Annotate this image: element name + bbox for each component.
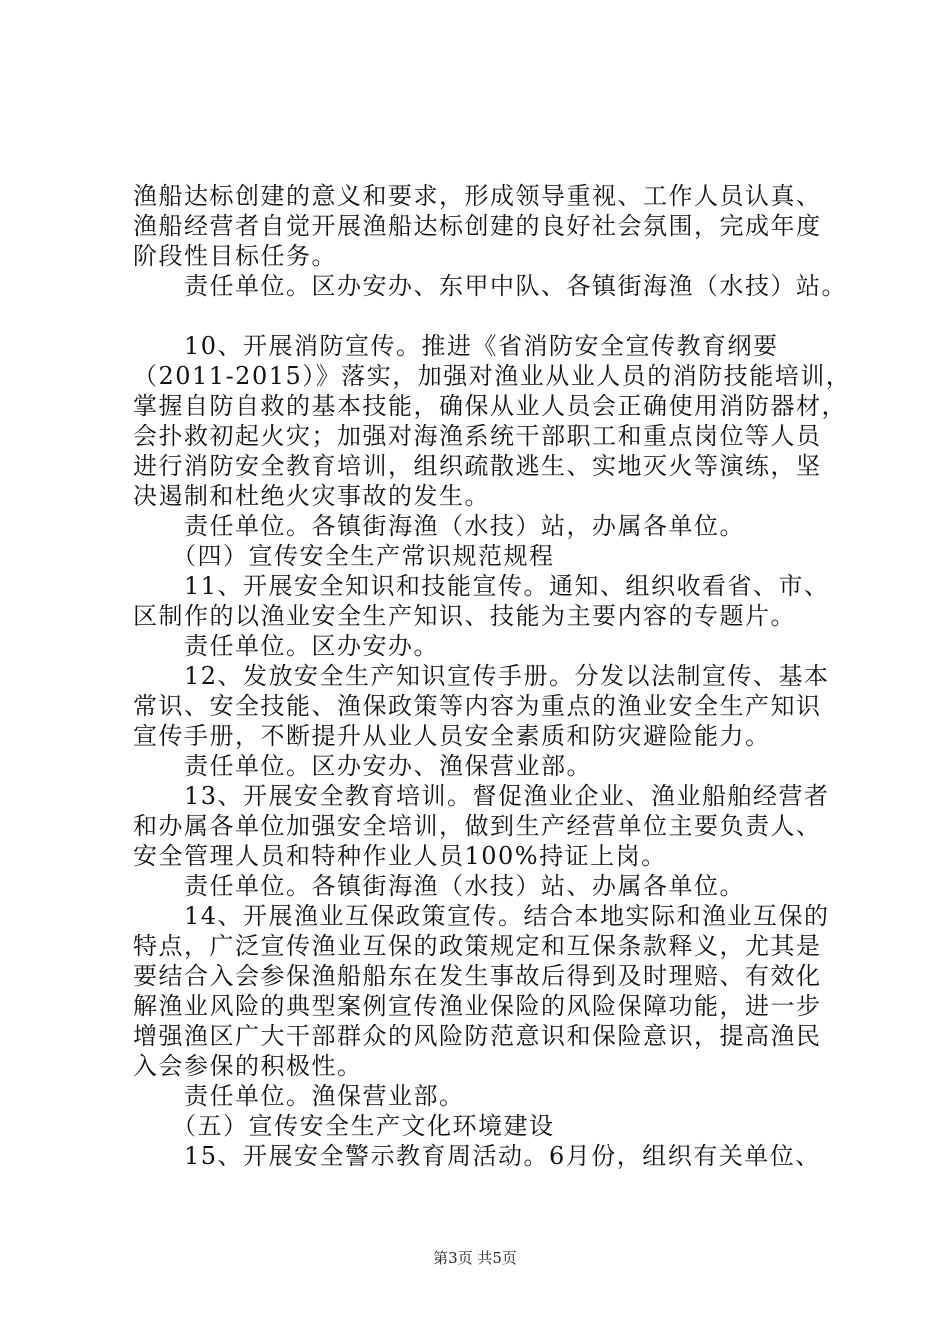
body-line: 阶段性目标任务。 xyxy=(133,242,337,270)
body-line: 特点，广泛宣传渔业互保的政策规定和互保条款释义，尤其是 xyxy=(133,932,822,960)
section-heading: （五）宣传安全生产文化环境建设 xyxy=(133,1112,555,1140)
body-line: 11、开展安全知识和技能宣传。通知、组织收看省、市、 xyxy=(133,572,830,600)
body-line: 常识、安全技能、渔保政策等内容为重点的渔业安全生产知识 xyxy=(133,692,822,720)
page-number-footer: 第3页 共5页 xyxy=(433,1249,517,1267)
body-line: 安全管理人员和特种作业人员100%持证上岗。 xyxy=(133,842,667,870)
body-line: 责任单位。各镇街海渔（水技）站，办属各单位。 xyxy=(133,512,745,540)
body-line: 责任单位。各镇街海渔（水技）站、办属各单位。 xyxy=(133,872,745,900)
section-heading: （四）宣传安全生产常识规范规程 xyxy=(133,542,555,570)
body-line: 和办属各单位加强安全培训，做到生产经营单位主要负责人、 xyxy=(133,812,822,840)
body-line: 10、开展消防宣传。推进《省消防安全宣传教育纲要 xyxy=(133,332,779,360)
body-line: 宣传手册，不断提升从业人员安全素质和防灾避险能力。 xyxy=(133,722,771,750)
body-line: 13、开展安全教育培训。督促渔业企业、渔业船舶经营者 xyxy=(133,782,830,810)
body-line: 14、开展渔业互保政策宣传。结合本地实际和渔业互保的 xyxy=(133,902,830,930)
body-line: 渔船达标创建的意义和要求，形成领导重视、工作人员认真、 xyxy=(133,182,822,210)
body-line: 15、开展安全警示教育周活动。6月份，组织有关单位、 xyxy=(133,1142,821,1170)
body-line: 解渔业风险的典型案例宣传渔业保险的风险保障功能，进一步 xyxy=(133,992,822,1020)
body-line: 决遏制和杜绝火灾事故的发生。 xyxy=(133,482,490,510)
body-line: 进行消防安全教育培训，组织疏散逃生、实地灭火等演练，坚 xyxy=(133,452,822,480)
body-line: 渔船经营者自觉开展渔船达标创建的良好社会氛围，完成年度 xyxy=(133,212,822,240)
body-line: （2011-2015）》落实，加强对渔业从业人员的消防技能培训， xyxy=(133,362,852,390)
body-line: 区制作的以渔业安全生产知识、技能为主要内容的专题片。 xyxy=(133,602,796,630)
body-line: 会扑救初起火灾；加强对海渔系统干部职工和重点岗位等人员 xyxy=(133,422,822,450)
body-line: 12、发放安全生产知识宣传手册。分发以法制宣传、基本 xyxy=(133,662,830,690)
body-line: 责任单位。渔保营业部。 xyxy=(133,1082,465,1110)
body-line: 入会参保的积极性。 xyxy=(133,1052,363,1080)
body-line: 增强渔区广大干部群众的风险防范意识和保险意识，提高渔民 xyxy=(133,1022,822,1050)
body-line: 责任单位。区办安办、渔保营业部。 xyxy=(133,752,592,780)
body-line: 要结合入会参保渔船船东在发生事故后得到及时理赔、有效化 xyxy=(133,962,822,990)
body-line: 责任单位。区办安办。 xyxy=(133,632,439,660)
body-line: 掌握自防自救的基本技能，确保从业人员会正确使用消防器材， xyxy=(133,392,847,420)
body-line: 责任单位。区办安办、东甲中队、各镇街海渔（水技）站。 xyxy=(133,272,847,300)
